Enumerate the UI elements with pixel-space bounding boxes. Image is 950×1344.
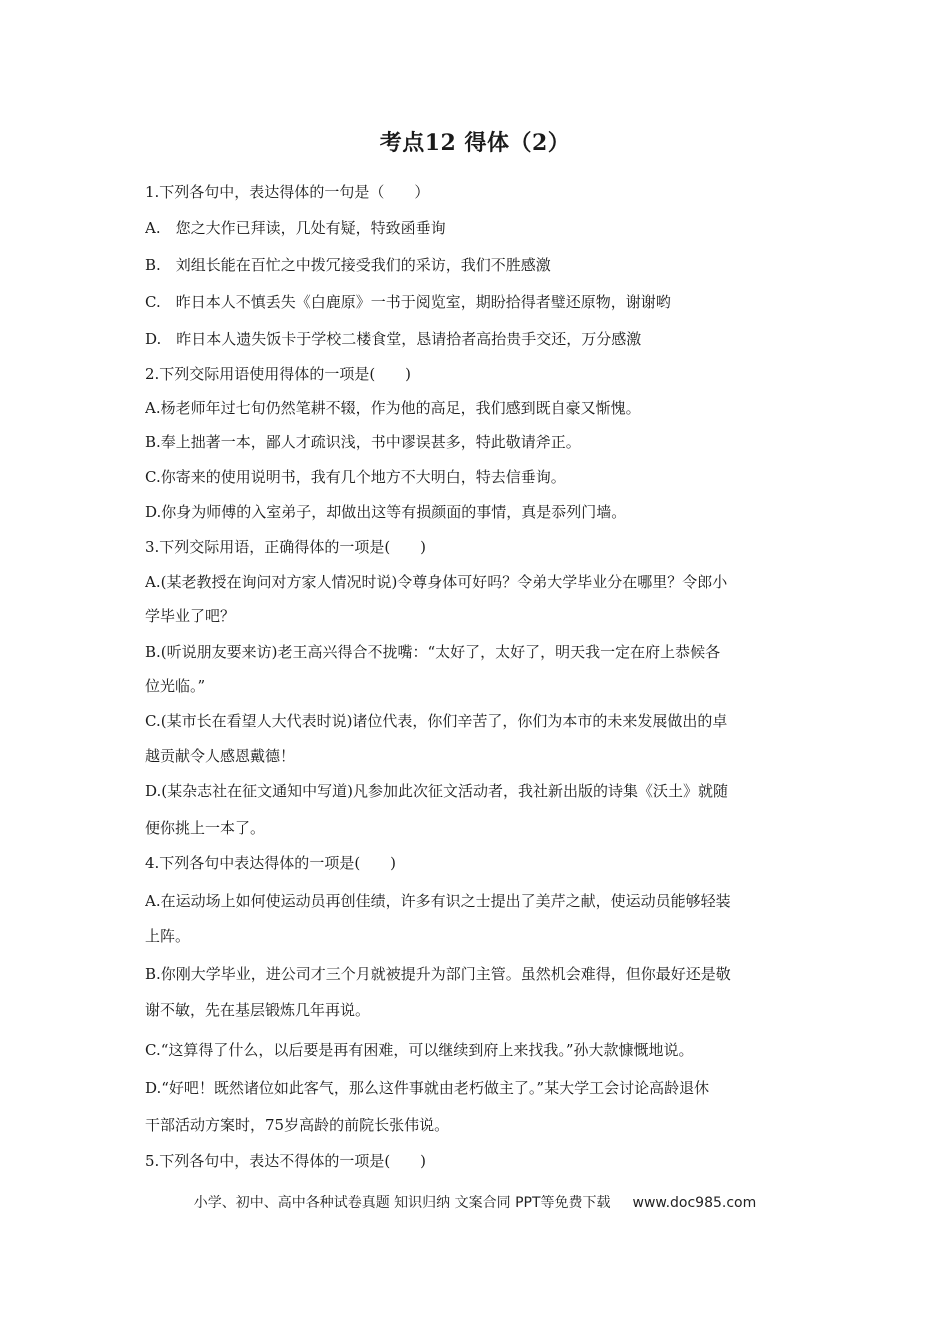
text-line: C. 昨日本人不慎丢失《白鹿原》一书于阅览室，期盼拾得者璧还原物，谢谢哟 (145, 293, 671, 311)
text-line: B.奉上拙著一本，鄙人才疏识浅，书中谬误甚多，特此敬请斧正。 (145, 433, 581, 451)
text-line: D. 昨日本人遗失饭卡于学校二楼食堂，恳请拾者高抬贵手交还，万分感激 (145, 330, 642, 348)
text-line: C.你寄来的使用说明书，我有几个地方不大明白，特去信垂询。 (145, 468, 566, 486)
text-line: C.(某市长在看望人大代表时说)诸位代表，你们辛苦了，你们为本市的未来发展做出的卓 (145, 712, 728, 730)
text-line: 干部活动方案时，75岁高龄的前院长张伟说。 (145, 1116, 450, 1134)
text-line: C.“这算得了什么，以后要是再有困难，可以继续到府上来找我。”孙大款慷慨地说。 (145, 1041, 694, 1059)
text-line: D.(某杂志社在征文通知中写道)凡参加此次征文活动者，我社新出版的诗集《沃土》就随 (145, 782, 728, 800)
text-line: 5.下列各句中，表达不得体的一项是( ) (145, 1152, 427, 1170)
text-line: 位光临。” (145, 677, 206, 695)
text-line: B. 刘组长能在百忙之中拨冗接受我们的采访，我们不胜感激 (145, 256, 551, 274)
text-line: 越贡献令人感恩戴德！ (145, 747, 296, 765)
text-line: A.杨老师年过七旬仍然笔耕不辍，作为他的高足，我们感到既自豪又惭愧。 (145, 399, 641, 417)
text-line: 3.下列交际用语，正确得体的一项是( ) (145, 538, 427, 556)
text-line: A. 您之大作已拜读，几处有疑，特致函垂询 (145, 219, 446, 237)
page-footer (0, 1192, 950, 1212)
text-line: 上阵。 (145, 927, 191, 945)
text-line: 便你挑上一本了。 (145, 819, 266, 837)
text-line: 2.下列交际用语使用得体的一项是( ) (145, 365, 412, 383)
text-line: D.“好吧！既然诸位如此客气，那么这件事就由老朽做主了。”某大学工会讨论高龄退休 (145, 1079, 710, 1097)
text-line: D.你身为师傅的入室弟子，却做出这等有损颜面的事情，真是忝列门墙。 (145, 503, 627, 521)
footer-text: 小学、初中、高中各种试卷真题 知识归纳 文案合同 PPT等免费下载 (193, 1195, 611, 1211)
text-line: 谢不敏，先在基层锻炼几年再说。 (145, 1001, 371, 1019)
text-line: 4.下列各句中表达得体的一项是( ) (145, 854, 397, 872)
text-line: 学毕业了吧？ (145, 607, 236, 625)
page-title: 考点12 得体（2） (379, 130, 571, 156)
text-line: B.(听说朋友要来访)老王高兴得合不拢嘴：“太好了，太好了，明天我一定在府上恭候各 (145, 643, 721, 661)
text-line: A.在运动场上如何使运动员再创佳绩，许多有识之士提出了美芹之献，使运动员能够轻装 (145, 892, 731, 910)
footer-url-link[interactable]: www.doc985.com (632, 1195, 757, 1211)
text-line: A.(某老教授在询问对方家人情况时说)令尊身体可好吗？令弟大学毕业分在哪里？令郎小 (145, 573, 728, 591)
text-line: 1.下列各句中，表达得体的一句是（ ） (145, 183, 430, 201)
text-line: B.你刚大学毕业，进公司才三个月就被提升为部门主管。虽然机会难得，但你最好还是敬 (145, 965, 731, 983)
